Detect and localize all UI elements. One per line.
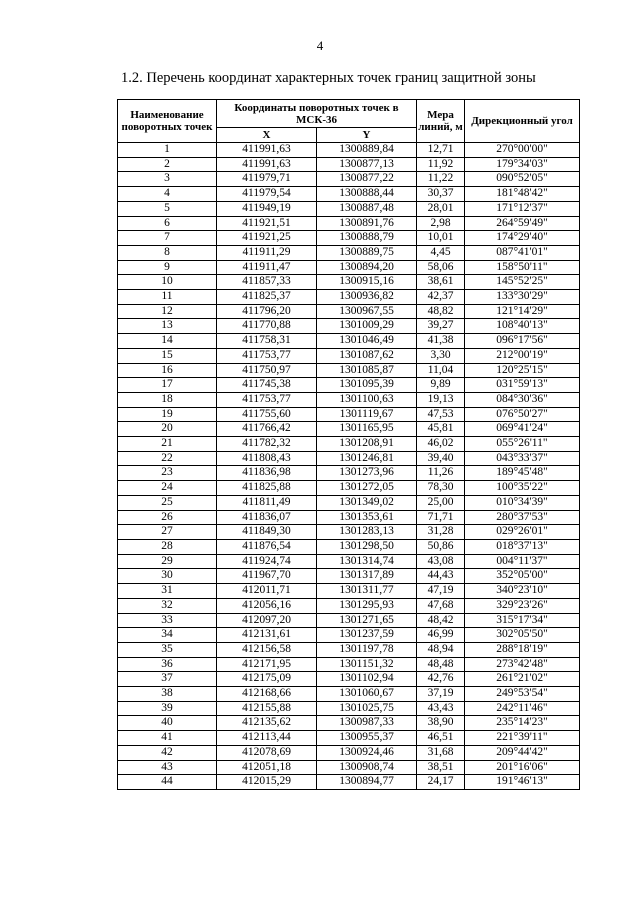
line-length-cell: 44,43 <box>417 569 465 584</box>
y-coordinate-cell: 1300924,46 <box>317 745 417 760</box>
y-coordinate-cell: 1301095,39 <box>317 378 417 393</box>
direction-angle-cell: 242°11'46" <box>465 701 580 716</box>
x-coordinate-cell: 411782,32 <box>217 437 317 452</box>
direction-angle-cell: 209°44'42" <box>465 745 580 760</box>
direction-angle-cell: 212°00'19" <box>465 348 580 363</box>
table-row <box>118 569 580 584</box>
table-row <box>118 187 580 202</box>
x-coordinate-cell: 411808,43 <box>217 451 317 466</box>
point-number-cell: 2 <box>118 157 217 172</box>
line-length-cell: 38,51 <box>417 760 465 775</box>
table-body <box>118 143 580 790</box>
point-number-cell: 15 <box>118 348 217 363</box>
line-length-cell: 48,48 <box>417 657 465 672</box>
direction-angle-cell: 179°34'03" <box>465 157 580 172</box>
point-number-cell: 40 <box>118 716 217 731</box>
x-coordinate-cell: 411849,30 <box>217 525 317 540</box>
point-number-cell: 5 <box>118 201 217 216</box>
point-number-cell: 6 <box>118 216 217 231</box>
table-row <box>118 363 580 378</box>
table-row <box>118 466 580 481</box>
y-coordinate-cell: 1300908,74 <box>317 760 417 775</box>
line-length-cell: 30,37 <box>417 187 465 202</box>
x-coordinate-cell: 412051,18 <box>217 760 317 775</box>
line-length-cell: 43,43 <box>417 701 465 716</box>
line-length-cell: 11,04 <box>417 363 465 378</box>
point-number-cell: 24 <box>118 481 217 496</box>
point-number-cell: 22 <box>118 451 217 466</box>
point-number-cell: 25 <box>118 495 217 510</box>
y-coordinate-cell: 1300894,20 <box>317 260 417 275</box>
table-row <box>118 319 580 334</box>
point-number-cell: 39 <box>118 701 217 716</box>
point-number-cell: 21 <box>118 437 217 452</box>
table-row <box>118 378 580 393</box>
direction-angle-cell: 171°12'37" <box>465 201 580 216</box>
direction-angle-cell: 340°23'10" <box>465 584 580 599</box>
line-length-cell: 71,71 <box>417 510 465 525</box>
line-length-cell: 11,22 <box>417 172 465 187</box>
line-length-cell: 47,68 <box>417 598 465 613</box>
point-number-cell: 7 <box>118 231 217 246</box>
table-row <box>118 687 580 702</box>
table-row <box>118 745 580 760</box>
point-number-cell: 12 <box>118 304 217 319</box>
line-length-cell: 78,30 <box>417 481 465 496</box>
line-length-cell: 31,28 <box>417 525 465 540</box>
x-coordinate-cell: 411876,54 <box>217 539 317 554</box>
point-number-cell: 44 <box>118 775 217 790</box>
line-length-cell: 58,06 <box>417 260 465 275</box>
point-number-cell: 37 <box>118 672 217 687</box>
direction-angle-cell: 174°29'40" <box>465 231 580 246</box>
x-coordinate-cell: 412015,29 <box>217 775 317 790</box>
line-length-cell: 39,27 <box>417 319 465 334</box>
y-coordinate-cell: 1301119,67 <box>317 407 417 422</box>
section-heading: 1.2. Перечень координат характерных точек границ защитной зоны <box>121 70 536 86</box>
table-row <box>118 716 580 731</box>
direction-angle-cell: 090°52'05" <box>465 172 580 187</box>
line-length-cell: 2,98 <box>417 216 465 231</box>
line-length-cell: 43,08 <box>417 554 465 569</box>
line-length-cell: 48,82 <box>417 304 465 319</box>
y-coordinate-cell: 1301353,61 <box>317 510 417 525</box>
y-coordinate-cell: 1301009,29 <box>317 319 417 334</box>
line-length-cell: 31,68 <box>417 745 465 760</box>
table-row <box>118 201 580 216</box>
x-coordinate-cell: 411911,29 <box>217 245 317 260</box>
x-coordinate-cell: 411967,70 <box>217 569 317 584</box>
table-row <box>118 510 580 525</box>
direction-angle-cell: 121°14'29" <box>465 304 580 319</box>
x-coordinate-cell: 412078,69 <box>217 745 317 760</box>
x-coordinate-cell: 412135,62 <box>217 716 317 731</box>
x-coordinate-cell: 411758,31 <box>217 334 317 349</box>
direction-angle-cell: 108°40'13" <box>465 319 580 334</box>
point-number-cell: 30 <box>118 569 217 584</box>
x-coordinate-cell: 412168,66 <box>217 687 317 702</box>
direction-angle-cell: 004°11'37" <box>465 554 580 569</box>
point-number-cell: 26 <box>118 510 217 525</box>
x-coordinate-cell: 411796,20 <box>217 304 317 319</box>
direction-angle-cell: 270°00'00" <box>465 143 580 158</box>
x-coordinate-cell: 412175,09 <box>217 672 317 687</box>
direction-angle-cell: 280°37'53" <box>465 510 580 525</box>
y-coordinate-cell: 1300967,55 <box>317 304 417 319</box>
x-coordinate-cell: 412171,95 <box>217 657 317 672</box>
table-row <box>118 216 580 231</box>
point-number-cell: 42 <box>118 745 217 760</box>
y-coordinate-cell: 1301273,96 <box>317 466 417 481</box>
x-coordinate-cell: 411921,25 <box>217 231 317 246</box>
point-number-cell: 36 <box>118 657 217 672</box>
point-number-cell: 8 <box>118 245 217 260</box>
direction-angle-cell: 158°50'11" <box>465 260 580 275</box>
y-coordinate-cell: 1301317,89 <box>317 569 417 584</box>
table-row <box>118 334 580 349</box>
direction-angle-cell: 100°35'22" <box>465 481 580 496</box>
line-length-cell: 19,13 <box>417 392 465 407</box>
direction-angle-cell: 191°46'13" <box>465 775 580 790</box>
point-number-cell: 31 <box>118 584 217 599</box>
table-row <box>118 760 580 775</box>
header-coordinates: Координаты поворотных точек в МСК-36 <box>217 100 417 128</box>
table-row <box>118 701 580 716</box>
y-coordinate-cell: 1301085,87 <box>317 363 417 378</box>
line-length-cell: 25,00 <box>417 495 465 510</box>
table-row <box>118 525 580 540</box>
y-coordinate-cell: 1301197,78 <box>317 642 417 657</box>
point-number-cell: 28 <box>118 539 217 554</box>
direction-angle-cell: 133°30'29" <box>465 290 580 305</box>
table-row <box>118 157 580 172</box>
x-coordinate-cell: 411755,60 <box>217 407 317 422</box>
direction-angle-cell: 288°18'19" <box>465 642 580 657</box>
x-coordinate-cell: 412113,44 <box>217 731 317 746</box>
y-coordinate-cell: 1301237,59 <box>317 628 417 643</box>
point-number-cell: 32 <box>118 598 217 613</box>
line-length-cell: 42,76 <box>417 672 465 687</box>
direction-angle-cell: 069°41'24" <box>465 422 580 437</box>
y-coordinate-cell: 1300877,22 <box>317 172 417 187</box>
table-row <box>118 775 580 790</box>
y-coordinate-cell: 1301272,05 <box>317 481 417 496</box>
line-length-cell: 41,38 <box>417 334 465 349</box>
table-row <box>118 598 580 613</box>
point-number-cell: 27 <box>118 525 217 540</box>
line-length-cell: 38,90 <box>417 716 465 731</box>
x-coordinate-cell: 411979,71 <box>217 172 317 187</box>
y-coordinate-cell: 1301102,94 <box>317 672 417 687</box>
point-number-cell: 23 <box>118 466 217 481</box>
table-row <box>118 348 580 363</box>
table-row <box>118 539 580 554</box>
direction-angle-cell: 302°05'50" <box>465 628 580 643</box>
y-coordinate-cell: 1301165,95 <box>317 422 417 437</box>
x-coordinate-cell: 412156,58 <box>217 642 317 657</box>
point-number-cell: 18 <box>118 392 217 407</box>
direction-angle-cell: 031°59'13" <box>465 378 580 393</box>
direction-angle-cell: 273°42'48" <box>465 657 580 672</box>
y-coordinate-cell: 1300887,48 <box>317 201 417 216</box>
direction-angle-cell: 010°34'39" <box>465 495 580 510</box>
line-length-cell: 42,37 <box>417 290 465 305</box>
table-row <box>118 407 580 422</box>
x-coordinate-cell: 411991,63 <box>217 143 317 158</box>
x-coordinate-cell: 411857,33 <box>217 275 317 290</box>
line-length-cell: 48,42 <box>417 613 465 628</box>
line-length-cell: 50,86 <box>417 539 465 554</box>
point-number-cell: 1 <box>118 143 217 158</box>
x-coordinate-cell: 411753,77 <box>217 348 317 363</box>
line-length-cell: 38,61 <box>417 275 465 290</box>
direction-angle-cell: 120°25'15" <box>465 363 580 378</box>
header-direction-angle: Дирекционный угол <box>465 100 580 143</box>
direction-angle-cell: 181°48'42" <box>465 187 580 202</box>
y-coordinate-cell: 1300894,77 <box>317 775 417 790</box>
point-number-cell: 11 <box>118 290 217 305</box>
x-coordinate-cell: 411836,07 <box>217 510 317 525</box>
direction-angle-cell: 249°53'54" <box>465 687 580 702</box>
table-row <box>118 260 580 275</box>
direction-angle-cell: 029°26'01" <box>465 525 580 540</box>
y-coordinate-cell: 1300888,79 <box>317 231 417 246</box>
page-number: 4 <box>316 38 324 53</box>
point-number-cell: 9 <box>118 260 217 275</box>
direction-angle-cell: 189°45'48" <box>465 466 580 481</box>
table-row <box>118 481 580 496</box>
x-coordinate-cell: 411979,54 <box>217 187 317 202</box>
line-length-cell: 12,71 <box>417 143 465 158</box>
point-number-cell: 29 <box>118 554 217 569</box>
x-coordinate-cell: 411753,77 <box>217 392 317 407</box>
y-coordinate-cell: 1300888,44 <box>317 187 417 202</box>
table-row <box>118 613 580 628</box>
table-row <box>118 495 580 510</box>
x-coordinate-cell: 412131,61 <box>217 628 317 643</box>
direction-angle-cell: 084°30'36" <box>465 392 580 407</box>
direction-angle-cell: 264°59'49" <box>465 216 580 231</box>
table-row <box>118 451 580 466</box>
line-length-cell: 46,99 <box>417 628 465 643</box>
point-number-cell: 10 <box>118 275 217 290</box>
point-number-cell: 16 <box>118 363 217 378</box>
table-row <box>118 245 580 260</box>
table-row <box>118 731 580 746</box>
direction-angle-cell: 261°21'02" <box>465 672 580 687</box>
point-number-cell: 35 <box>118 642 217 657</box>
point-number-cell: 19 <box>118 407 217 422</box>
direction-angle-cell: 043°33'37" <box>465 451 580 466</box>
line-length-cell: 46,02 <box>417 437 465 452</box>
table-row <box>118 143 580 158</box>
line-length-cell: 11,92 <box>417 157 465 172</box>
direction-angle-cell: 329°23'26" <box>465 598 580 613</box>
x-coordinate-cell: 411921,51 <box>217 216 317 231</box>
table-row <box>118 554 580 569</box>
y-coordinate-cell: 1301295,93 <box>317 598 417 613</box>
line-length-cell: 28,01 <box>417 201 465 216</box>
table-row <box>118 584 580 599</box>
y-coordinate-cell: 1300891,76 <box>317 216 417 231</box>
table-row <box>118 657 580 672</box>
line-length-cell: 11,26 <box>417 466 465 481</box>
table-row <box>118 422 580 437</box>
line-length-cell: 39,40 <box>417 451 465 466</box>
x-coordinate-cell: 411745,38 <box>217 378 317 393</box>
line-length-cell: 4,45 <box>417 245 465 260</box>
table-row <box>118 642 580 657</box>
x-coordinate-cell: 411766,42 <box>217 422 317 437</box>
header-line-length: Мера линий, м <box>417 100 465 143</box>
y-coordinate-cell: 1301100,63 <box>317 392 417 407</box>
point-number-cell: 33 <box>118 613 217 628</box>
point-number-cell: 13 <box>118 319 217 334</box>
y-coordinate-cell: 1301283,13 <box>317 525 417 540</box>
table-row <box>118 172 580 187</box>
point-number-cell: 17 <box>118 378 217 393</box>
direction-angle-cell: 221°39'11" <box>465 731 580 746</box>
y-coordinate-cell: 1301271,65 <box>317 613 417 628</box>
direction-angle-cell: 055°26'11" <box>465 437 580 452</box>
point-number-cell: 34 <box>118 628 217 643</box>
line-length-cell: 47,53 <box>417 407 465 422</box>
direction-angle-cell: 076°50'27" <box>465 407 580 422</box>
point-number-cell: 14 <box>118 334 217 349</box>
coordinates-table <box>117 99 580 790</box>
line-length-cell: 47,19 <box>417 584 465 599</box>
direction-angle-cell: 145°52'25" <box>465 275 580 290</box>
x-coordinate-cell: 412011,71 <box>217 584 317 599</box>
table-row <box>118 290 580 305</box>
y-coordinate-cell: 1301311,77 <box>317 584 417 599</box>
direction-angle-cell: 087°41'01" <box>465 245 580 260</box>
point-number-cell: 3 <box>118 172 217 187</box>
x-coordinate-cell: 411825,37 <box>217 290 317 305</box>
line-length-cell: 37,19 <box>417 687 465 702</box>
line-length-cell: 24,17 <box>417 775 465 790</box>
y-coordinate-cell: 1301349,02 <box>317 495 417 510</box>
direction-angle-cell: 352°05'00" <box>465 569 580 584</box>
point-number-cell: 43 <box>118 760 217 775</box>
table-row <box>118 628 580 643</box>
line-length-cell: 3,30 <box>417 348 465 363</box>
point-number-cell: 20 <box>118 422 217 437</box>
point-number-cell: 38 <box>118 687 217 702</box>
table-row <box>118 231 580 246</box>
table-row <box>118 304 580 319</box>
x-coordinate-cell: 411836,98 <box>217 466 317 481</box>
y-coordinate-cell: 1301151,32 <box>317 657 417 672</box>
header-y: Y <box>317 128 417 143</box>
line-length-cell: 10,01 <box>417 231 465 246</box>
y-coordinate-cell: 1300955,37 <box>317 731 417 746</box>
y-coordinate-cell: 1301087,62 <box>317 348 417 363</box>
direction-angle-cell: 201°16'06" <box>465 760 580 775</box>
direction-angle-cell: 235°14'23" <box>465 716 580 731</box>
x-coordinate-cell: 411825,88 <box>217 481 317 496</box>
y-coordinate-cell: 1300877,13 <box>317 157 417 172</box>
x-coordinate-cell: 412056,16 <box>217 598 317 613</box>
point-number-cell: 41 <box>118 731 217 746</box>
line-length-cell: 48,94 <box>417 642 465 657</box>
x-coordinate-cell: 412155,88 <box>217 701 317 716</box>
line-length-cell: 46,51 <box>417 731 465 746</box>
y-coordinate-cell: 1300915,16 <box>317 275 417 290</box>
y-coordinate-cell: 1300987,33 <box>317 716 417 731</box>
y-coordinate-cell: 1300889,75 <box>317 245 417 260</box>
x-coordinate-cell: 411949,19 <box>217 201 317 216</box>
x-coordinate-cell: 411911,47 <box>217 260 317 275</box>
y-coordinate-cell: 1301298,50 <box>317 539 417 554</box>
table-row <box>118 437 580 452</box>
direction-angle-cell: 315°17'34" <box>465 613 580 628</box>
y-coordinate-cell: 1301025,75 <box>317 701 417 716</box>
y-coordinate-cell: 1301046,49 <box>317 334 417 349</box>
x-coordinate-cell: 411770,88 <box>217 319 317 334</box>
line-length-cell: 9,89 <box>417 378 465 393</box>
x-coordinate-cell: 411924,74 <box>217 554 317 569</box>
direction-angle-cell: 018°37'13" <box>465 539 580 554</box>
x-coordinate-cell: 411750,97 <box>217 363 317 378</box>
y-coordinate-cell: 1301314,74 <box>317 554 417 569</box>
direction-angle-cell: 096°17'56" <box>465 334 580 349</box>
table-row <box>118 275 580 290</box>
y-coordinate-cell: 1300936,82 <box>317 290 417 305</box>
header-x: X <box>217 128 317 143</box>
table-row <box>118 392 580 407</box>
header-point-name: Наименование поворотных точек <box>118 100 217 143</box>
y-coordinate-cell: 1300889,84 <box>317 143 417 158</box>
point-number-cell: 4 <box>118 187 217 202</box>
table-row <box>118 672 580 687</box>
x-coordinate-cell: 412097,20 <box>217 613 317 628</box>
x-coordinate-cell: 411991,63 <box>217 157 317 172</box>
line-length-cell: 45,81 <box>417 422 465 437</box>
y-coordinate-cell: 1301208,91 <box>317 437 417 452</box>
x-coordinate-cell: 411811,49 <box>217 495 317 510</box>
y-coordinate-cell: 1301060,67 <box>317 687 417 702</box>
y-coordinate-cell: 1301246,81 <box>317 451 417 466</box>
